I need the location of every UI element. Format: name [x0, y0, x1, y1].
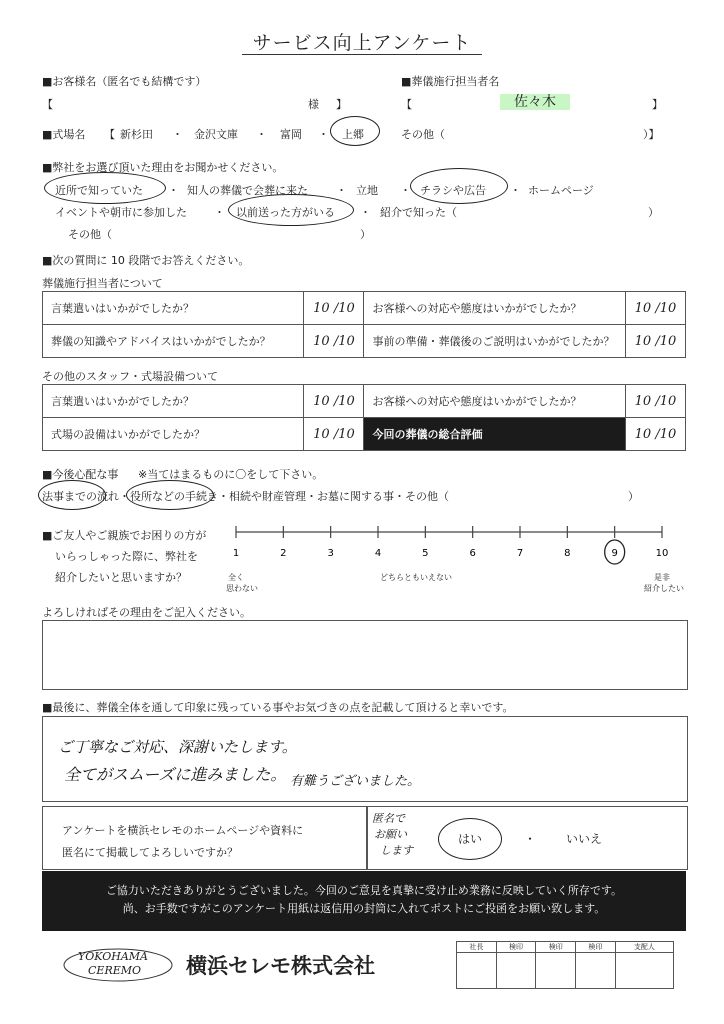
reason-option-flyer[interactable]: チラシや広告	[420, 184, 486, 197]
reason-option-acquaintance-funeral[interactable]: 知人の葬儀で会葬に来た	[187, 184, 308, 197]
stamp-cell[interactable]	[536, 953, 576, 989]
reason-option-event[interactable]: イベントや朝市に参加した	[55, 206, 187, 219]
publish-note2: お願い	[374, 828, 407, 841]
final-comment-line3: 有難うございました。	[290, 774, 421, 789]
table-row	[43, 385, 686, 418]
publish-yes-circle	[438, 818, 502, 860]
reason-separator: ・	[336, 184, 347, 197]
stamp-header: 社長	[457, 942, 497, 953]
concern-close: ）	[628, 490, 639, 503]
staff-section-label: 葬儀施行担当者について	[42, 277, 163, 290]
venue-separator: ・	[318, 128, 329, 141]
rating-question: 事前の準備・葬儀後のご説明はいかがでしたか？	[364, 325, 625, 358]
reason-separator: ・	[400, 184, 411, 197]
staff-name-label: ■葬儀施行担当者名	[401, 75, 500, 88]
rating-score[interactable]: 10 /10	[625, 385, 685, 418]
venue-selected-circle	[330, 116, 380, 146]
reason-option-neighborhood[interactable]: 近所で知っていた	[55, 184, 143, 197]
scale-tick-label: 7	[516, 548, 524, 559]
concern-selected-circle	[126, 480, 214, 510]
title-underline	[242, 54, 482, 55]
venue-separator: ・	[172, 128, 183, 141]
rating-score[interactable]: 10 /10	[304, 418, 364, 451]
final-comment-line1: ご丁寧なご対応、深謝いたします。	[58, 738, 297, 756]
recommend-line1: ■ご友人やご親族でお困りの方が	[42, 529, 207, 542]
table-row	[43, 292, 686, 325]
final-label: ■最後に、葬儀全体を通して印象に残っている事やお気づきの点を記載して頂けると幸いです。	[42, 701, 514, 714]
overall-rating-label: 今回の葬儀の総合評価	[364, 418, 625, 451]
venue-option-shinsugita[interactable]: 新杉田	[120, 128, 153, 141]
other-rating-table	[42, 384, 686, 451]
reason-separator: ・	[510, 184, 521, 197]
scale-left-label2: 思わない	[226, 584, 258, 593]
publish-note3: します	[380, 844, 413, 857]
reason-option-location[interactable]: 立地	[356, 184, 378, 197]
stamp-cell[interactable]	[576, 953, 616, 989]
final-comment-box[interactable]	[42, 716, 688, 802]
rating-score[interactable]: 10 /10	[625, 418, 685, 451]
customer-name-label: ■お客様名（匿名でも結構です）	[42, 75, 207, 88]
venue-label: ■式場名	[42, 128, 86, 141]
reason-option-homepage[interactable]: ホームページ	[528, 184, 594, 197]
reason-selected-circle	[228, 194, 354, 226]
venue-separator: ・	[256, 128, 267, 141]
stamp-header: 検印	[536, 942, 576, 953]
reason-option-other: その他（	[68, 228, 112, 241]
venue-other-close: ）】	[643, 128, 660, 141]
rating-score[interactable]: 10 /10	[625, 325, 685, 358]
scale-tick-label: 6	[469, 548, 476, 559]
thanks-line2: 尚、お手数ですがこのアンケート用紙は返信用の封筒に入れてポストにご投函をお願い致します。	[122, 902, 606, 915]
recommend-line2: いらっしゃった際に、弊社を	[55, 550, 198, 563]
reason-option-referral[interactable]: 紹介で知った（	[380, 206, 457, 219]
approval-stamp-table	[456, 941, 674, 989]
stamp-header: 支配人	[615, 942, 673, 953]
scale-tick-label: 3	[327, 548, 334, 559]
reason-option-previous-service[interactable]: 以前送った方がいる	[236, 206, 335, 219]
rating-question: 葬儀の知識やアドバイスはいかがでしたか？	[43, 325, 304, 358]
stamp-header: 検印	[576, 942, 616, 953]
rating-question: 言葉遣いはいかがでしたか？	[43, 292, 304, 325]
reason-free-label: よろしければその理由をご記入ください。	[42, 606, 251, 619]
publish-line2: 匿名にて掲載してよろしいですか？	[62, 846, 238, 859]
recommend-line3: 紹介したいと思いますか？	[55, 571, 187, 584]
scale-tick-label: 4	[374, 548, 382, 559]
table-row	[457, 942, 674, 953]
logo-text-bottom: CEREMO	[88, 964, 142, 977]
customer-bracket-open: 【	[42, 98, 53, 111]
staff-bracket-open: 【	[401, 98, 412, 111]
concern-note: ※当てはまるものに〇をして下さい。	[138, 468, 324, 481]
rating-question: 式場の設備はいかがでしたか？	[43, 418, 304, 451]
publish-no[interactable]: いいえ	[566, 832, 603, 846]
stamp-cell[interactable]	[457, 953, 497, 989]
venue-option-kamigo[interactable]: 上郷	[342, 128, 364, 141]
table-row	[457, 953, 674, 989]
staff-rating-table	[42, 291, 686, 358]
rating-intro: ■次の質問に 10 段階でお答えください。	[42, 254, 250, 267]
concern-label: ■今後心配な事	[42, 468, 119, 481]
table-row	[43, 418, 686, 451]
scale-tick-label: 9	[611, 548, 618, 559]
scale-tick-label: 5	[422, 548, 429, 559]
venue-other: その他（	[401, 128, 445, 141]
stamp-header: 検印	[496, 942, 536, 953]
reason-separator: ・	[168, 184, 179, 197]
reason-selected-circle	[44, 172, 166, 204]
rating-question: お客様への対応や態度はいかがでしたか？	[364, 292, 625, 325]
publish-separator: ・	[524, 832, 537, 846]
customer-bracket-close: 】	[336, 98, 347, 111]
venue-bracket-open: 【	[104, 128, 115, 141]
publish-divider	[366, 806, 368, 870]
concern-selected-circle	[38, 480, 106, 510]
rating-score[interactable]: 10 /10	[304, 292, 364, 325]
venue-option-kanazawabunko[interactable]: 金沢文庫	[194, 128, 238, 141]
scale-right-label1: 是非	[654, 573, 670, 582]
page-title: サービス向上アンケート	[252, 32, 472, 54]
publish-note1: 匿名で	[372, 812, 405, 825]
scale-tick-label: 8	[564, 548, 571, 559]
reason-selected-circle	[410, 168, 508, 204]
staff-name-field[interactable]	[500, 91, 570, 111]
stamp-cell[interactable]	[496, 953, 536, 989]
publish-line1: アンケートを横浜セレモのホームページや資料に	[62, 824, 304, 837]
rating-score[interactable]: 10 /10	[304, 385, 364, 418]
scale-right-label2: 紹介したい	[644, 584, 684, 593]
customer-suffix: 様	[308, 98, 319, 111]
company-name: 横浜セレモ株式会社	[186, 953, 375, 978]
scale-mid-label: どちらともいえない	[380, 573, 452, 582]
thanks-line1: ご協力いただきありがとうございました。今回のご意見を真摯に受け止め業務に反映していく所存です。	[105, 884, 623, 897]
rating-question: お客様への対応や態度はいかがでしたか？	[364, 385, 625, 418]
thanks-banner	[42, 871, 686, 931]
scale-tick-label: 1	[232, 548, 240, 559]
reason-separator: ・	[360, 206, 371, 219]
publish-yes[interactable]: はい	[458, 832, 483, 846]
scale-tick-label: 2	[280, 548, 287, 559]
recommend-scale[interactable]	[226, 522, 678, 602]
stamp-cell[interactable]	[615, 953, 673, 989]
reason-free-textarea[interactable]	[42, 620, 688, 690]
reason-label: ■弊社をお選び頂いた理由をお聞かせください。	[42, 161, 284, 174]
staff-bracket-close: 】	[652, 98, 663, 111]
reason-row2-close: ）	[648, 206, 659, 219]
logo-text-top: YOKOHAMA	[78, 950, 148, 963]
scale-left-label1: 全く	[228, 573, 244, 582]
rating-score[interactable]: 10 /10	[625, 292, 685, 325]
scale-tick-label: 10	[655, 548, 669, 559]
venue-option-tomioka[interactable]: 富岡	[280, 128, 302, 141]
rating-score[interactable]: 10 /10	[304, 325, 364, 358]
rating-question: 言葉遣いはいかがでしたか？	[43, 385, 304, 418]
table-row	[43, 325, 686, 358]
reason-separator: ・	[214, 206, 225, 219]
staff-name-value: 佐々木	[500, 94, 570, 110]
final-comment-line2: 全てがスムーズに進みました。	[64, 765, 287, 784]
reason-other-close: ）	[360, 228, 371, 241]
concern-items[interactable]: 法事までの流れ・役所などの手続き・相続や財産管理・お墓に関する事・その他（	[42, 490, 449, 503]
other-section-label: その他のスタッフ・式場設備ついて	[42, 370, 218, 383]
